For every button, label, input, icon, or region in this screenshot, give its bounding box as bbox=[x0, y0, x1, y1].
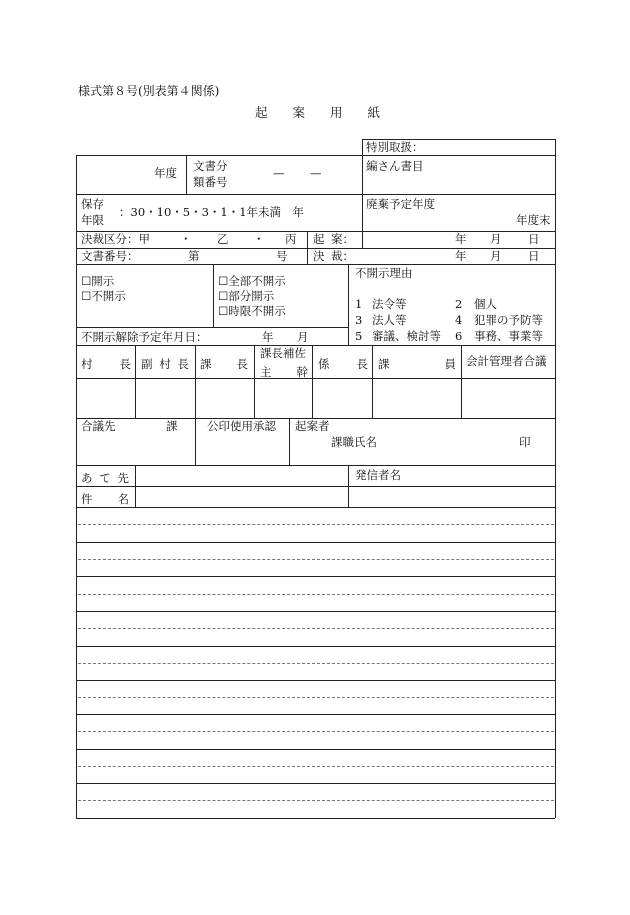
kessai-kubun-dot-1: ・ bbox=[180, 232, 192, 246]
reason-text-5: 審議、検討等 bbox=[372, 329, 441, 343]
form-number: 様式第８号(別表第４関係) bbox=[78, 84, 220, 98]
kessai-day: 日 bbox=[528, 249, 540, 263]
kenmei-label: 件 名 bbox=[81, 492, 129, 506]
seal-mark: 印 bbox=[519, 435, 531, 449]
atesaki-field[interactable] bbox=[137, 466, 347, 485]
kessai-kubun-dot-2: ・ bbox=[253, 232, 265, 246]
reason-num-5: 5 bbox=[355, 329, 363, 343]
son-cho-header: 村 長 bbox=[81, 357, 131, 371]
haiki-label: 廃棄予定年度 bbox=[366, 197, 435, 211]
release-date-label: 不開示解除予定年月日： bbox=[81, 330, 208, 344]
doc-class-label-2: 類番号 bbox=[193, 175, 228, 189]
reason-num-2: 2 bbox=[455, 297, 463, 311]
hozon-label-1: 保存 bbox=[81, 197, 104, 211]
kian-label-1: 起 bbox=[313, 232, 325, 246]
kaikei-header: 会計管理者合議 bbox=[466, 354, 547, 368]
body-writing-area[interactable] bbox=[77, 508, 554, 817]
kenmei-field[interactable] bbox=[137, 487, 347, 506]
reason-num-1: 1 bbox=[355, 297, 363, 311]
bunsho-bango-dai: 第 bbox=[188, 249, 200, 263]
bunsho-bango-label: 文書番号： bbox=[81, 249, 139, 263]
stamp-box-ka-cho[interactable] bbox=[196, 379, 253, 417]
release-year: 年 bbox=[262, 330, 274, 344]
nendo-label: 年度 bbox=[154, 166, 177, 180]
hasshinsha-label: 発信者名 bbox=[355, 468, 401, 482]
release-month: 月 bbox=[297, 330, 309, 344]
reason-text-2: 個人 bbox=[474, 297, 497, 311]
ka-in-header: 課 員 bbox=[378, 357, 456, 371]
reason-num-3: 3 bbox=[355, 313, 363, 327]
reason-text-1: 法令等 bbox=[372, 297, 407, 311]
doc-class-dash-1: — bbox=[273, 166, 285, 180]
kian-label-2: 案： bbox=[331, 232, 354, 246]
kaiji-checkbox[interactable]: ☐開示 bbox=[81, 274, 115, 288]
doc-class-label-1: 文書分 bbox=[193, 159, 228, 173]
kian-month: 月 bbox=[490, 232, 502, 246]
kian-year: 年 bbox=[455, 232, 467, 246]
kiansha-label: 起案者 bbox=[295, 419, 330, 433]
kakari-cho-header: 係 長 bbox=[318, 357, 368, 371]
kessai-label-2: 裁： bbox=[331, 249, 354, 263]
kessai-label-1: 決 bbox=[313, 249, 325, 263]
goginsaki-label: 合議先 bbox=[81, 419, 116, 433]
hozon-label-2: 年限 bbox=[81, 213, 104, 227]
reason-num-4: 4 bbox=[455, 313, 463, 327]
haiki-end: 年度末 bbox=[516, 213, 551, 227]
kashoku-label: 課職氏名 bbox=[331, 435, 377, 449]
page-title: 起 案 用 紙 bbox=[255, 105, 381, 120]
stamp-box-kakari-cho[interactable] bbox=[313, 379, 371, 417]
fukaiji-checkbox[interactable]: ☐不開示 bbox=[81, 289, 126, 303]
zenbu-fukaiji-checkbox[interactable]: ☐全部不開示 bbox=[218, 274, 286, 288]
kian-day: 日 bbox=[528, 232, 540, 246]
reason-title: 不開示理由 bbox=[355, 266, 413, 280]
kessai-kubun-otsu: 乙 bbox=[217, 232, 229, 246]
hosa-header-1: 課長補佐 bbox=[260, 346, 306, 360]
reason-num-6: 6 bbox=[455, 329, 463, 343]
atesaki-label: あ て 先 bbox=[81, 471, 129, 485]
stamp-box-ka-in[interactable] bbox=[373, 379, 460, 417]
doc-class-dash-2: — bbox=[310, 166, 322, 180]
stamp-box-kaikei[interactable] bbox=[462, 379, 554, 417]
reason-text-4: 犯罪の予防等 bbox=[474, 313, 543, 327]
stamp-box-hosa[interactable] bbox=[255, 379, 311, 417]
stamp-box-fuku-son-cho[interactable] bbox=[136, 379, 194, 417]
hensan-label: 編さん書目 bbox=[366, 159, 424, 173]
hosa-header-2: 主 幹 bbox=[260, 365, 308, 379]
special-handling-label: 特別取扱： bbox=[366, 140, 424, 154]
hozon-values: ：30・10・5・3・1・1年未満 年 bbox=[119, 205, 305, 219]
kessai-month: 月 bbox=[490, 249, 502, 263]
fuku-son-cho-header: 副 村 長 bbox=[141, 357, 189, 371]
stamp-box-son-cho[interactable] bbox=[77, 379, 134, 417]
reason-text-6: 事務、事業等 bbox=[474, 329, 543, 343]
bubun-kaiji-checkbox[interactable]: ☐部分開示 bbox=[218, 289, 275, 303]
koin-label: 公印使用承認 bbox=[207, 419, 276, 433]
jigen-fukaiji-checkbox[interactable]: ☐時限不開示 bbox=[218, 304, 286, 318]
reason-text-3: 法人等 bbox=[372, 313, 407, 327]
bunsho-bango-go: 号 bbox=[276, 249, 288, 263]
ka-cho-header: 課 長 bbox=[200, 357, 248, 371]
kessai-year: 年 bbox=[455, 249, 467, 263]
kessai-kubun-hei: 丙 bbox=[285, 232, 297, 246]
goginsaki-ka: 課 bbox=[166, 419, 178, 433]
kessai-kubun-label: 決裁区分：甲 bbox=[81, 232, 150, 246]
